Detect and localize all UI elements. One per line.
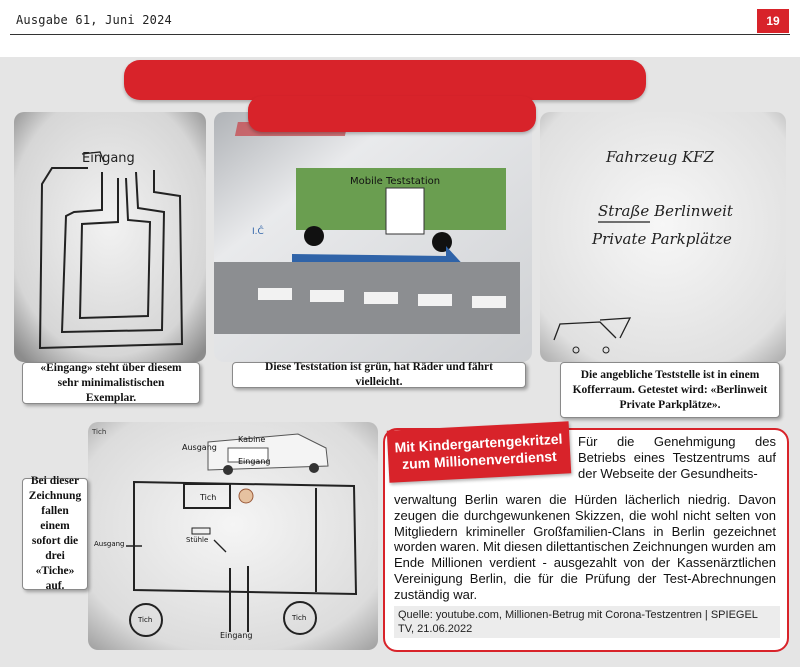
photo-floor-plan (88, 422, 378, 650)
header-rule (10, 34, 790, 35)
article-source: Quelle: youtube.com, Millionen-Betrug mit Corona-Testzentren | SPIEGEL TV, 21.06.2022 (394, 606, 780, 638)
svg-text:Tich: Tich (200, 493, 217, 502)
note-line-1: Fahrzeug KFZ (606, 148, 715, 166)
exit-label: Ausgang (94, 540, 125, 548)
photo-entrance-sketch (14, 112, 206, 362)
photo-note-sketch (540, 112, 786, 362)
corner-label: Tich (92, 428, 107, 436)
caption-floor-plan: Bei dieser Zeichnung fallen einem sofort die drei «Tiche» auf. (22, 478, 88, 590)
photo-mobile-teststation (214, 112, 532, 362)
note-line-3: Private Parkplätze (592, 230, 732, 248)
svg-text:Tich: Tich (292, 614, 307, 622)
caption-mobile-teststation: Diese Teststation ist grün, hat Räder und fährt vielleicht. (232, 362, 526, 388)
chairs-label: Stühle (186, 536, 209, 544)
note-sketch-drawing (540, 112, 786, 362)
floor-plan-drawing (88, 422, 378, 650)
note-line-2: Straße Berlinweit (598, 202, 733, 220)
page-number: 19 (757, 9, 789, 33)
headline-line-2 (248, 96, 536, 132)
article-kicker: Mit Kindergartengekritzel zum Millionenverdienst (387, 421, 571, 482)
issue-label: Ausgabe 61, Juni 2024 (16, 13, 172, 27)
mobile-teststation-drawing (214, 112, 532, 362)
van-label-2: Kabine (238, 435, 266, 444)
handwriting-eingang: Eingang (82, 151, 135, 166)
van-wheel-left (304, 226, 324, 246)
van-label-1: Ausgang (182, 443, 217, 452)
van-wheel-right (432, 232, 452, 252)
caption-entrance-sketch: «Eingang» steht über diesem sehr minimalistischen Exemplar. (22, 362, 200, 404)
entrance-sketch-drawing (14, 112, 206, 362)
svg-text:Tich: Tich (138, 616, 153, 624)
article-text-main: verwaltung Berlin waren die Hürden lächerlich niedrig. Davon zeugen die durchgewunkenen Skizzen, die wohl nicht selten von Mitgliedern krimineller Großfamilien-Clans in Berlin gezeichnet worden waren. Mit diesen dilettantischen Zeichnungen wurden am Ende Millionen verdient - ausgezahlt von der Kassenärztlichen Vereinigung Berlin, die für die Prüfung der Test-Abrechnungen zuständig war. (394, 492, 776, 602)
caption-note-sketch: Die angebliche Teststelle ist in einem Kofferraum. Getestet wird: «Berlinweit Private Parkplätze». (560, 362, 780, 418)
headline-line-1 (124, 60, 646, 100)
person-figure (239, 489, 253, 503)
van-label-3: Eingang (238, 457, 271, 466)
page-header (0, 0, 800, 36)
article-text-intro: Für die Genehmigung des Betriebs eines Testzentrums auf der Webseite der Gesundheits- (578, 434, 776, 481)
entrance-label: Eingang (220, 631, 253, 640)
van-door (386, 188, 424, 234)
svg-text:I.Ĉ: I.Ĉ (252, 227, 264, 237)
mobile-teststation-label: Mobile Teststation (350, 176, 441, 187)
